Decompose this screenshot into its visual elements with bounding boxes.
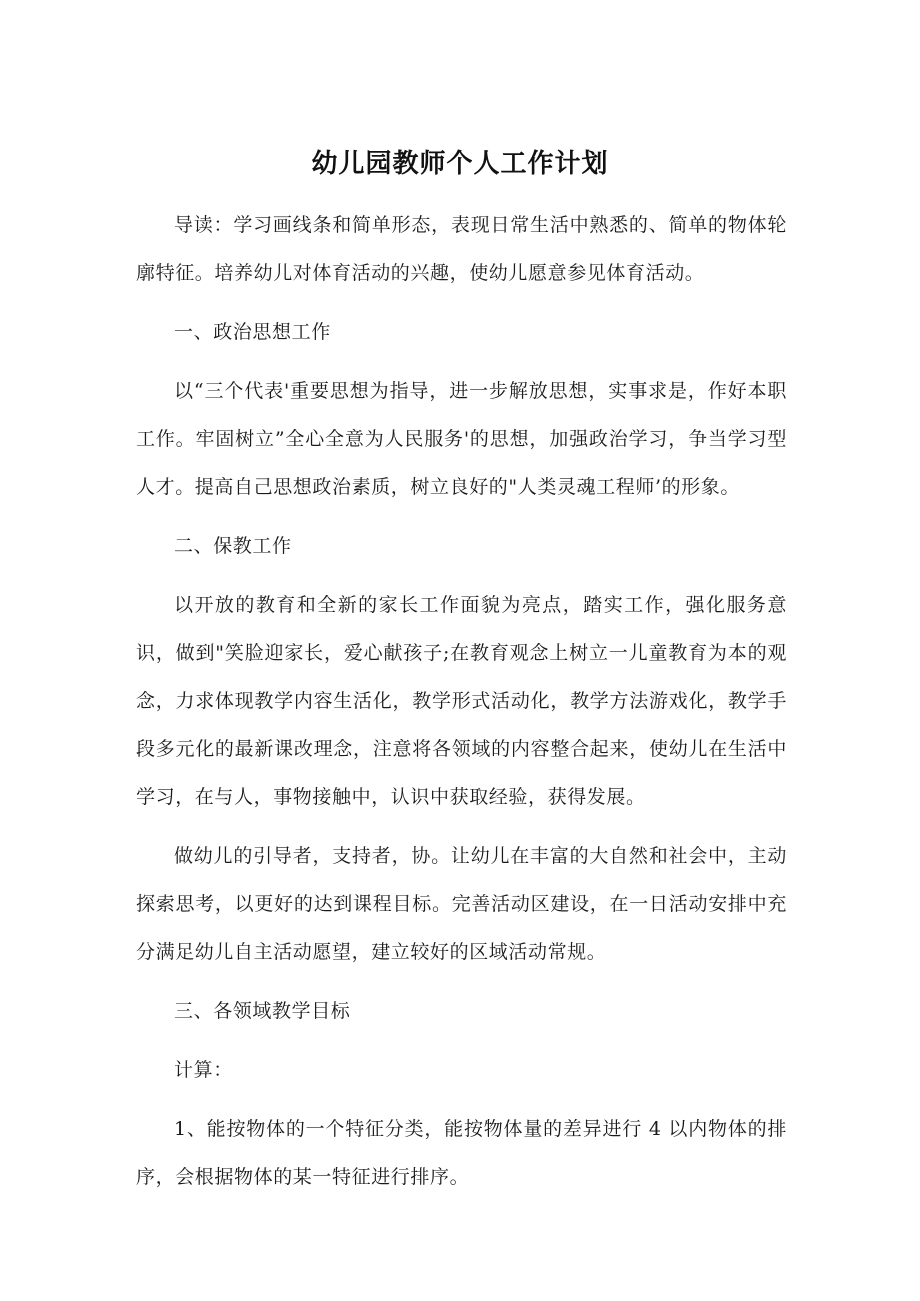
document-body [136,201,787,1212]
subheading-calculation: 计算： [174,1059,233,1081]
education-paragraph-2: 做幼儿的引导者，支持者，协。让幼儿在丰富的大自然和社会中，主动探索思考，以更好的达到课程目标。完善活动区建设，在一日活动安排中充分满足幼儿自主活动愿望，建立较好的区域活动常规。 [136,845,787,963]
section-heading-political: 一、政治思想工作 [174,321,331,343]
calculation-item-1: 1、能按物体的一个特征分类，能按物体量的差异进行 4 以内物体的排序，会根据物体的某一特征进行排序。 [136,1118,787,1188]
section-heading-education: 二、保教工作 [174,535,292,557]
intro-paragraph: 导读：学习画线条和简单形态，表现日常生活中熟悉的、简单的物体轮廓特征。培养幼儿对体育活动的兴趣，使幼儿愿意参见体育活动。 [136,214,787,284]
political-paragraph: 以“三个代表'重要思想为指导，进一步解放思想，实事求是，作好本职工作。牢固树立”全心全意为人民服务'的思想，加强政治学习，争当学习型人才。提高自己思想政治素质，树立良好的"人类灵魂工程师’的形象。 [136,380,787,498]
document-title: 幼儿园教师个人工作计划 [311,149,609,179]
education-paragraph-1: 以开放的教育和全新的家长工作面貌为亮点，踏实工作，强化服务意识，做到"笑脸迎家长，爱心献孩子;在教育观念上树立一儿童教育为本的观念，力求体现教学内容生活化，教学形式活动化，教学方法游戏化，教学手段多元化的最新课改理念，注意将各领域的内容整合起来，使幼儿在生活中学习，在与人，事物接触中，认识中获取经验，获得发展。 [136,594,787,808]
section-heading-goals: 三、各领域教学目标 [174,1000,351,1022]
